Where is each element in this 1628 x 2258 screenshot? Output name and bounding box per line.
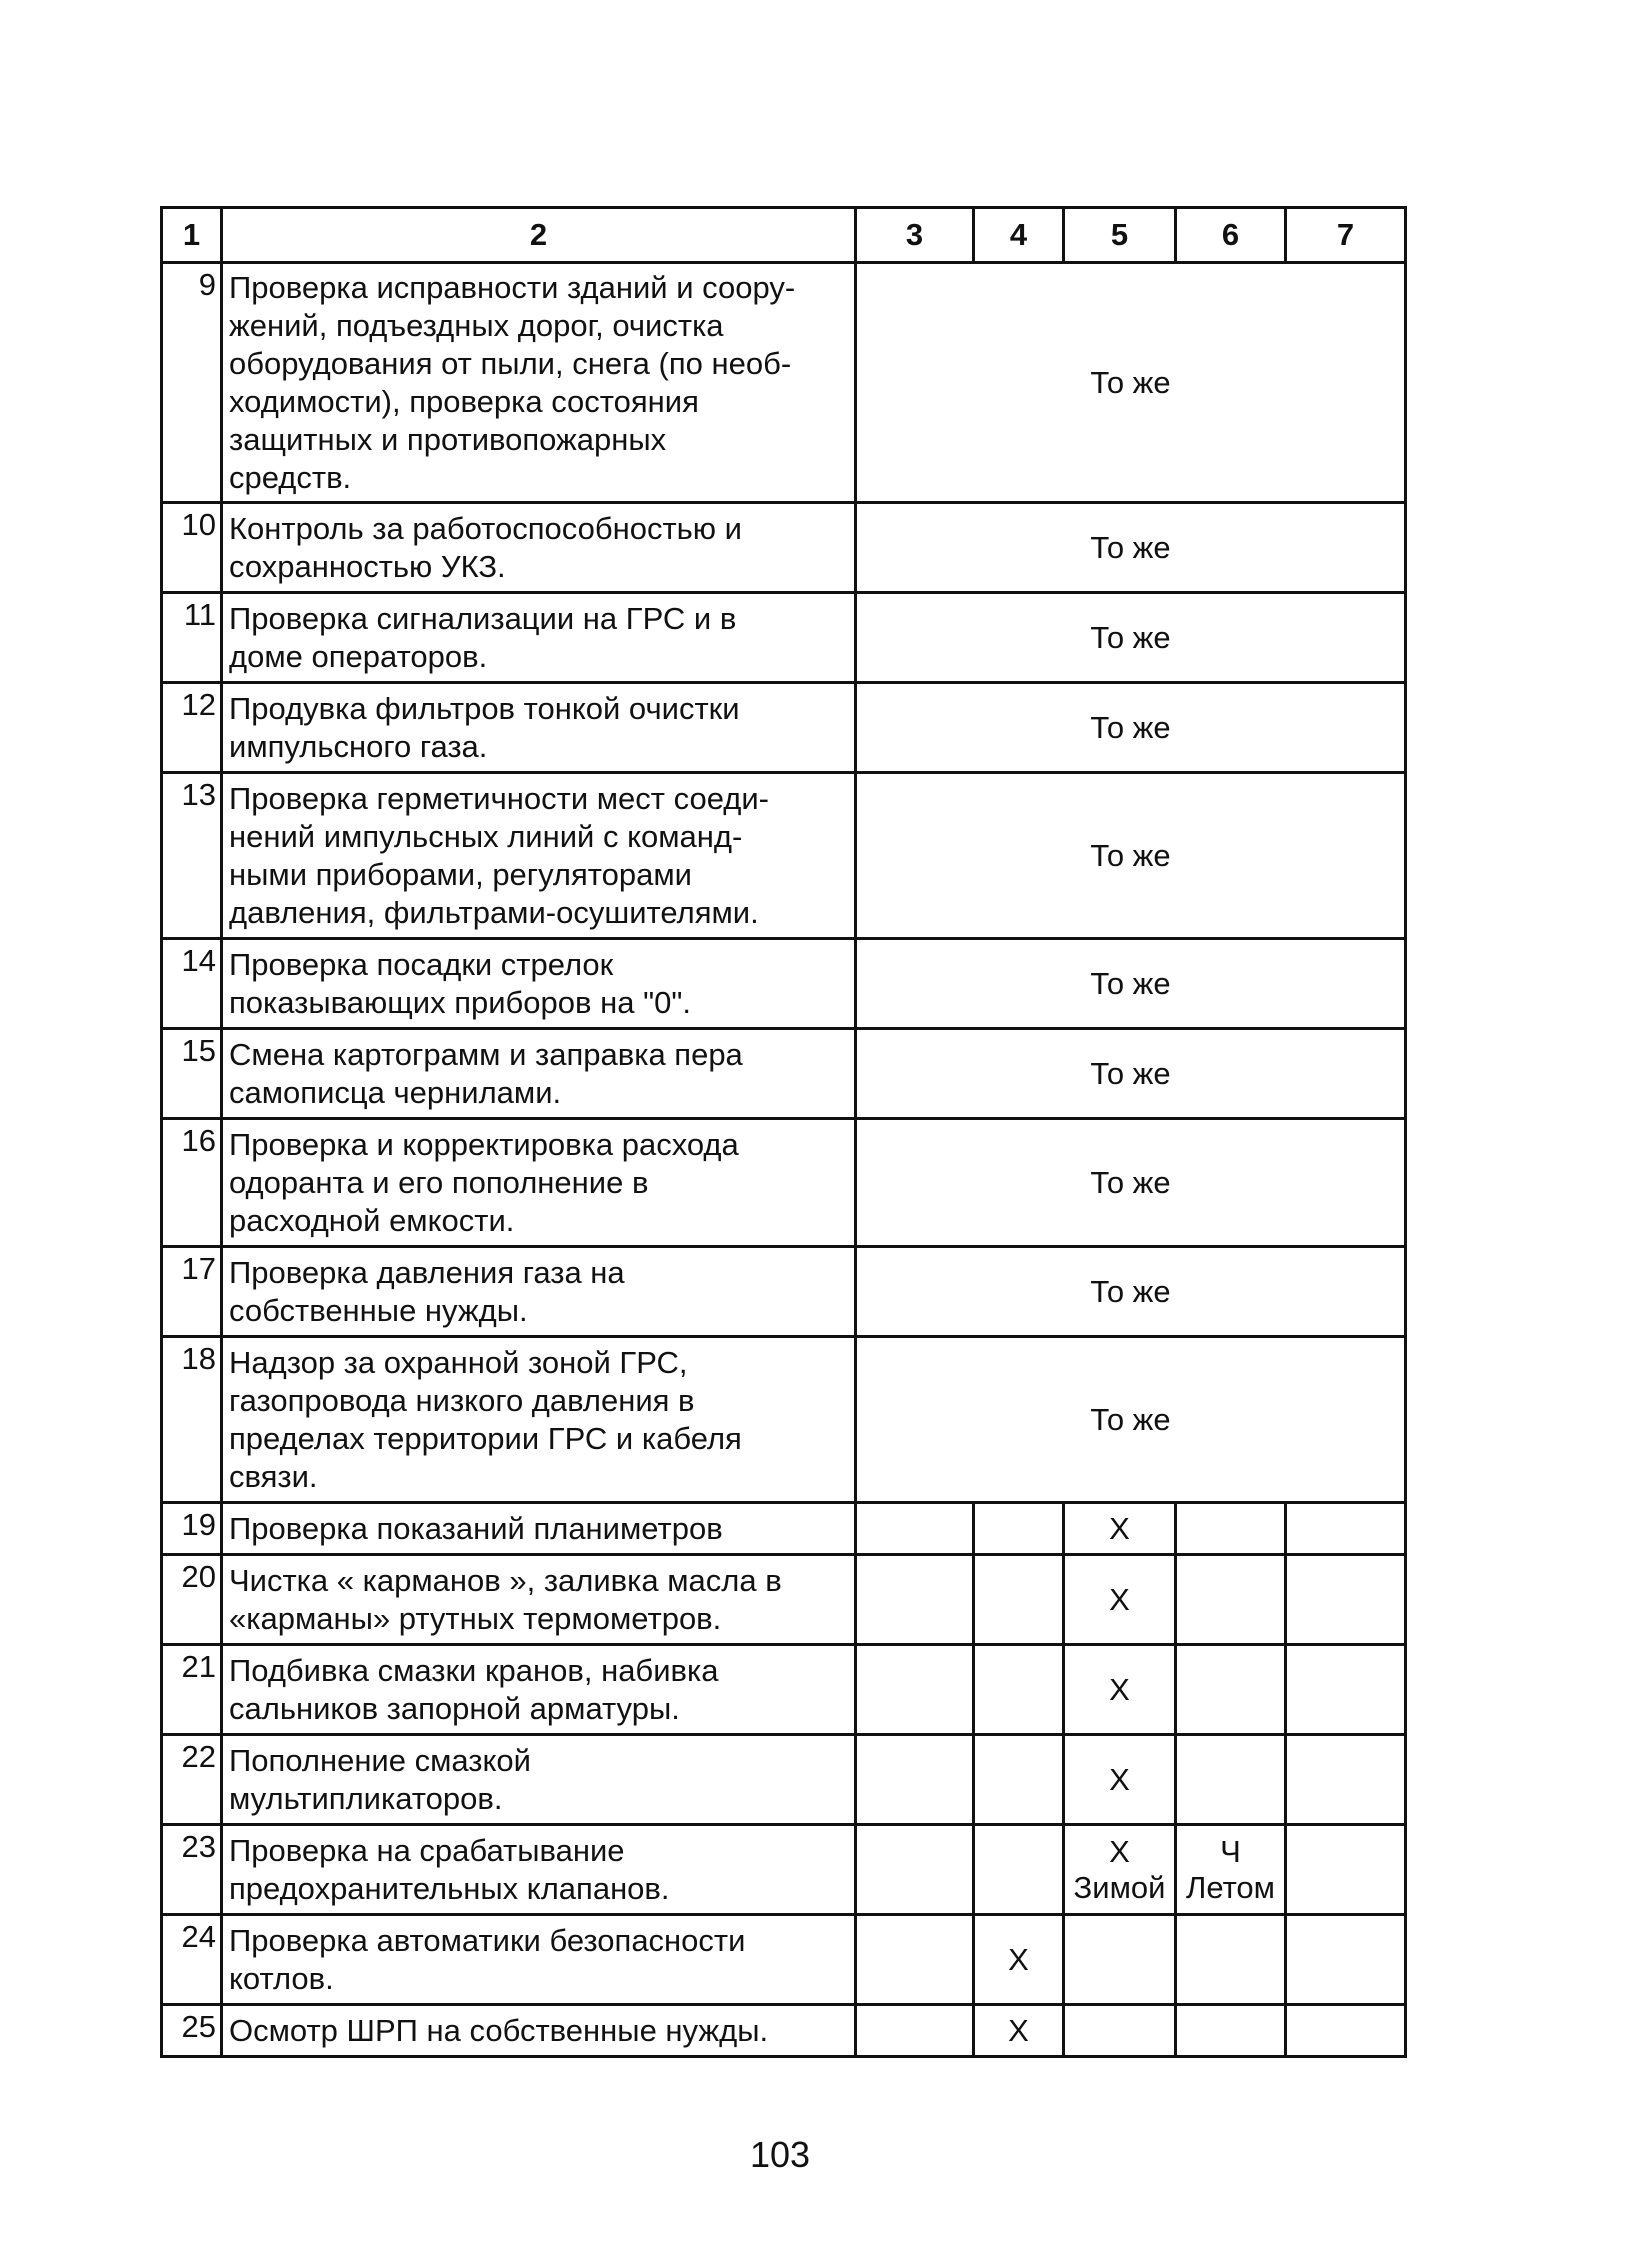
table-row bbox=[162, 1247, 1406, 1337]
row-description: Проверка автоматики безопасности котлов. bbox=[222, 1915, 856, 2005]
row-number: 12 bbox=[162, 683, 222, 773]
cell-col-6: Ч Летом bbox=[1176, 1825, 1286, 1915]
row-number: 11 bbox=[162, 593, 222, 683]
cell-col-5: Х bbox=[1064, 1735, 1176, 1825]
table-row bbox=[162, 1555, 1406, 1645]
cell-col-7 bbox=[1286, 1825, 1406, 1915]
row-merged-value: То же bbox=[856, 593, 1406, 683]
row-merged-value: То же bbox=[856, 263, 1406, 503]
row-description: Проверка давления газа на собственные нужды. bbox=[222, 1247, 856, 1337]
cell-col-4 bbox=[974, 1735, 1064, 1825]
row-description: Чистка « карманов », заливка масла в «карманы» ртутных термометров. bbox=[222, 1555, 856, 1645]
cell-col-6 bbox=[1176, 1915, 1286, 2005]
table-row bbox=[162, 503, 1406, 593]
cell-col-7 bbox=[1286, 1735, 1406, 1825]
cell-col-3 bbox=[856, 1503, 974, 1555]
cell-col-7 bbox=[1286, 1555, 1406, 1645]
row-number: 21 bbox=[162, 1645, 222, 1735]
cell-col-6 bbox=[1176, 1555, 1286, 1645]
table-row bbox=[162, 1029, 1406, 1119]
row-merged-value: То же bbox=[856, 1119, 1406, 1247]
row-description: Проверка сигнализации на ГРС и в доме операторов. bbox=[222, 593, 856, 683]
cell-col-5 bbox=[1064, 1915, 1176, 2005]
cell-col-5: Х bbox=[1064, 1503, 1176, 1555]
header-col-4: 4 bbox=[974, 208, 1064, 263]
row-description: Пополнение смазкой мультипликаторов. bbox=[222, 1735, 856, 1825]
cell-col-3 bbox=[856, 1555, 974, 1645]
row-description: Проверка герметичности мест соеди- нений импульсных линий с команд- ными приборами, регуляторами давления, фильтрами-осушителями. bbox=[222, 773, 856, 939]
row-number: 9 bbox=[162, 263, 222, 503]
row-number: 17 bbox=[162, 1247, 222, 1337]
header-col-3: 3 bbox=[856, 208, 974, 263]
table-row bbox=[162, 1337, 1406, 1503]
row-merged-value: То же bbox=[856, 1029, 1406, 1119]
table-header bbox=[162, 208, 1406, 263]
row-description: Смена картограмм и заправка пера самописца чернилами. bbox=[222, 1029, 856, 1119]
row-description: Осмотр ШРП на собственные нужды. bbox=[222, 2005, 856, 2057]
cell-col-3 bbox=[856, 1735, 974, 1825]
row-number: 10 bbox=[162, 503, 222, 593]
cell-col-7 bbox=[1286, 1503, 1406, 1555]
header-col-2: 2 bbox=[222, 208, 856, 263]
row-merged-value: То же bbox=[856, 773, 1406, 939]
cell-col-4 bbox=[974, 1645, 1064, 1735]
cell-col-7 bbox=[1286, 1645, 1406, 1735]
row-description: Проверка посадки стрелок показывающих приборов на "0". bbox=[222, 939, 856, 1029]
table-body bbox=[162, 263, 1406, 2057]
row-number: 13 bbox=[162, 773, 222, 939]
cell-col-6 bbox=[1176, 1645, 1286, 1735]
cell-col-6 bbox=[1176, 1503, 1286, 1555]
table-row bbox=[162, 773, 1406, 939]
row-description: Надзор за охранной зоной ГРС, газопровода низкого давления в пределах территории ГРС и кабеля связи. bbox=[222, 1337, 856, 1503]
header-col-7: 7 bbox=[1286, 208, 1406, 263]
row-description: Подбивка смазки кранов, набивка сальников запорной арматуры. bbox=[222, 1645, 856, 1735]
table-row bbox=[162, 263, 1406, 503]
row-merged-value: То же bbox=[856, 503, 1406, 593]
row-number: 20 bbox=[162, 1555, 222, 1645]
table-row bbox=[162, 593, 1406, 683]
page-number: 103 bbox=[749, 2134, 811, 2175]
header-col-6: 6 bbox=[1176, 208, 1286, 263]
table-row bbox=[162, 1119, 1406, 1247]
row-number: 15 bbox=[162, 1029, 222, 1119]
cell-col-4: Х bbox=[974, 2005, 1064, 2057]
table-row bbox=[162, 1645, 1406, 1735]
cell-col-5: Х bbox=[1064, 1555, 1176, 1645]
row-number: 18 bbox=[162, 1337, 222, 1503]
cell-col-3 bbox=[856, 1645, 974, 1735]
table-row bbox=[162, 1825, 1406, 1915]
cell-col-7 bbox=[1286, 2005, 1406, 2057]
cell-col-4: Х bbox=[974, 1915, 1064, 2005]
row-merged-value: То же bbox=[856, 683, 1406, 773]
cell-col-4 bbox=[974, 1503, 1064, 1555]
cell-col-5: Х Зимой bbox=[1064, 1825, 1176, 1915]
row-description: Проверка показаний планиметров bbox=[222, 1503, 856, 1555]
row-description: Проверка на срабатывание предохранительных клапанов. bbox=[222, 1825, 856, 1915]
cell-col-3 bbox=[856, 1915, 974, 2005]
cell-col-4 bbox=[974, 1825, 1064, 1915]
cell-col-7 bbox=[1286, 1915, 1406, 2005]
row-merged-value: То же bbox=[856, 939, 1406, 1029]
cell-col-5 bbox=[1064, 2005, 1176, 2057]
cell-col-6 bbox=[1176, 2005, 1286, 2057]
row-number: 16 bbox=[162, 1119, 222, 1247]
cell-col-3 bbox=[856, 2005, 974, 2057]
table-row bbox=[162, 1735, 1406, 1825]
row-number: 14 bbox=[162, 939, 222, 1029]
row-number: 22 bbox=[162, 1735, 222, 1825]
row-merged-value: То же bbox=[856, 1247, 1406, 1337]
row-merged-value: То же bbox=[856, 1337, 1406, 1503]
schedule-table bbox=[160, 206, 1407, 2058]
cell-col-4 bbox=[974, 1555, 1064, 1645]
header-row bbox=[162, 208, 1406, 263]
header-col-5: 5 bbox=[1064, 208, 1176, 263]
cell-col-6 bbox=[1176, 1735, 1286, 1825]
row-description: Проверка исправности зданий и соору- жений, подъездных дорог, очистка оборудования от пыли, снега (по необ- ходимости), проверка состояния защитных и противопожарных средств. bbox=[222, 263, 856, 503]
row-number: 19 bbox=[162, 1503, 222, 1555]
cell-col-5: Х bbox=[1064, 1645, 1176, 1735]
row-description: Проверка и корректировка расхода одоранта и его пополнение в расходной емкости. bbox=[222, 1119, 856, 1247]
row-description: Контроль за работоспособностью и сохранностью УКЗ. bbox=[222, 503, 856, 593]
cell-col-3 bbox=[856, 1825, 974, 1915]
row-description: Продувка фильтров тонкой очистки импульсного газа. bbox=[222, 683, 856, 773]
table-row bbox=[162, 683, 1406, 773]
row-number: 25 bbox=[162, 2005, 222, 2057]
table-row bbox=[162, 939, 1406, 1029]
row-number: 23 bbox=[162, 1825, 222, 1915]
table-row bbox=[162, 2005, 1406, 2057]
table-row bbox=[162, 1503, 1406, 1555]
table-row bbox=[162, 1915, 1406, 2005]
header-col-1: 1 bbox=[162, 208, 222, 263]
row-number: 24 bbox=[162, 1915, 222, 2005]
